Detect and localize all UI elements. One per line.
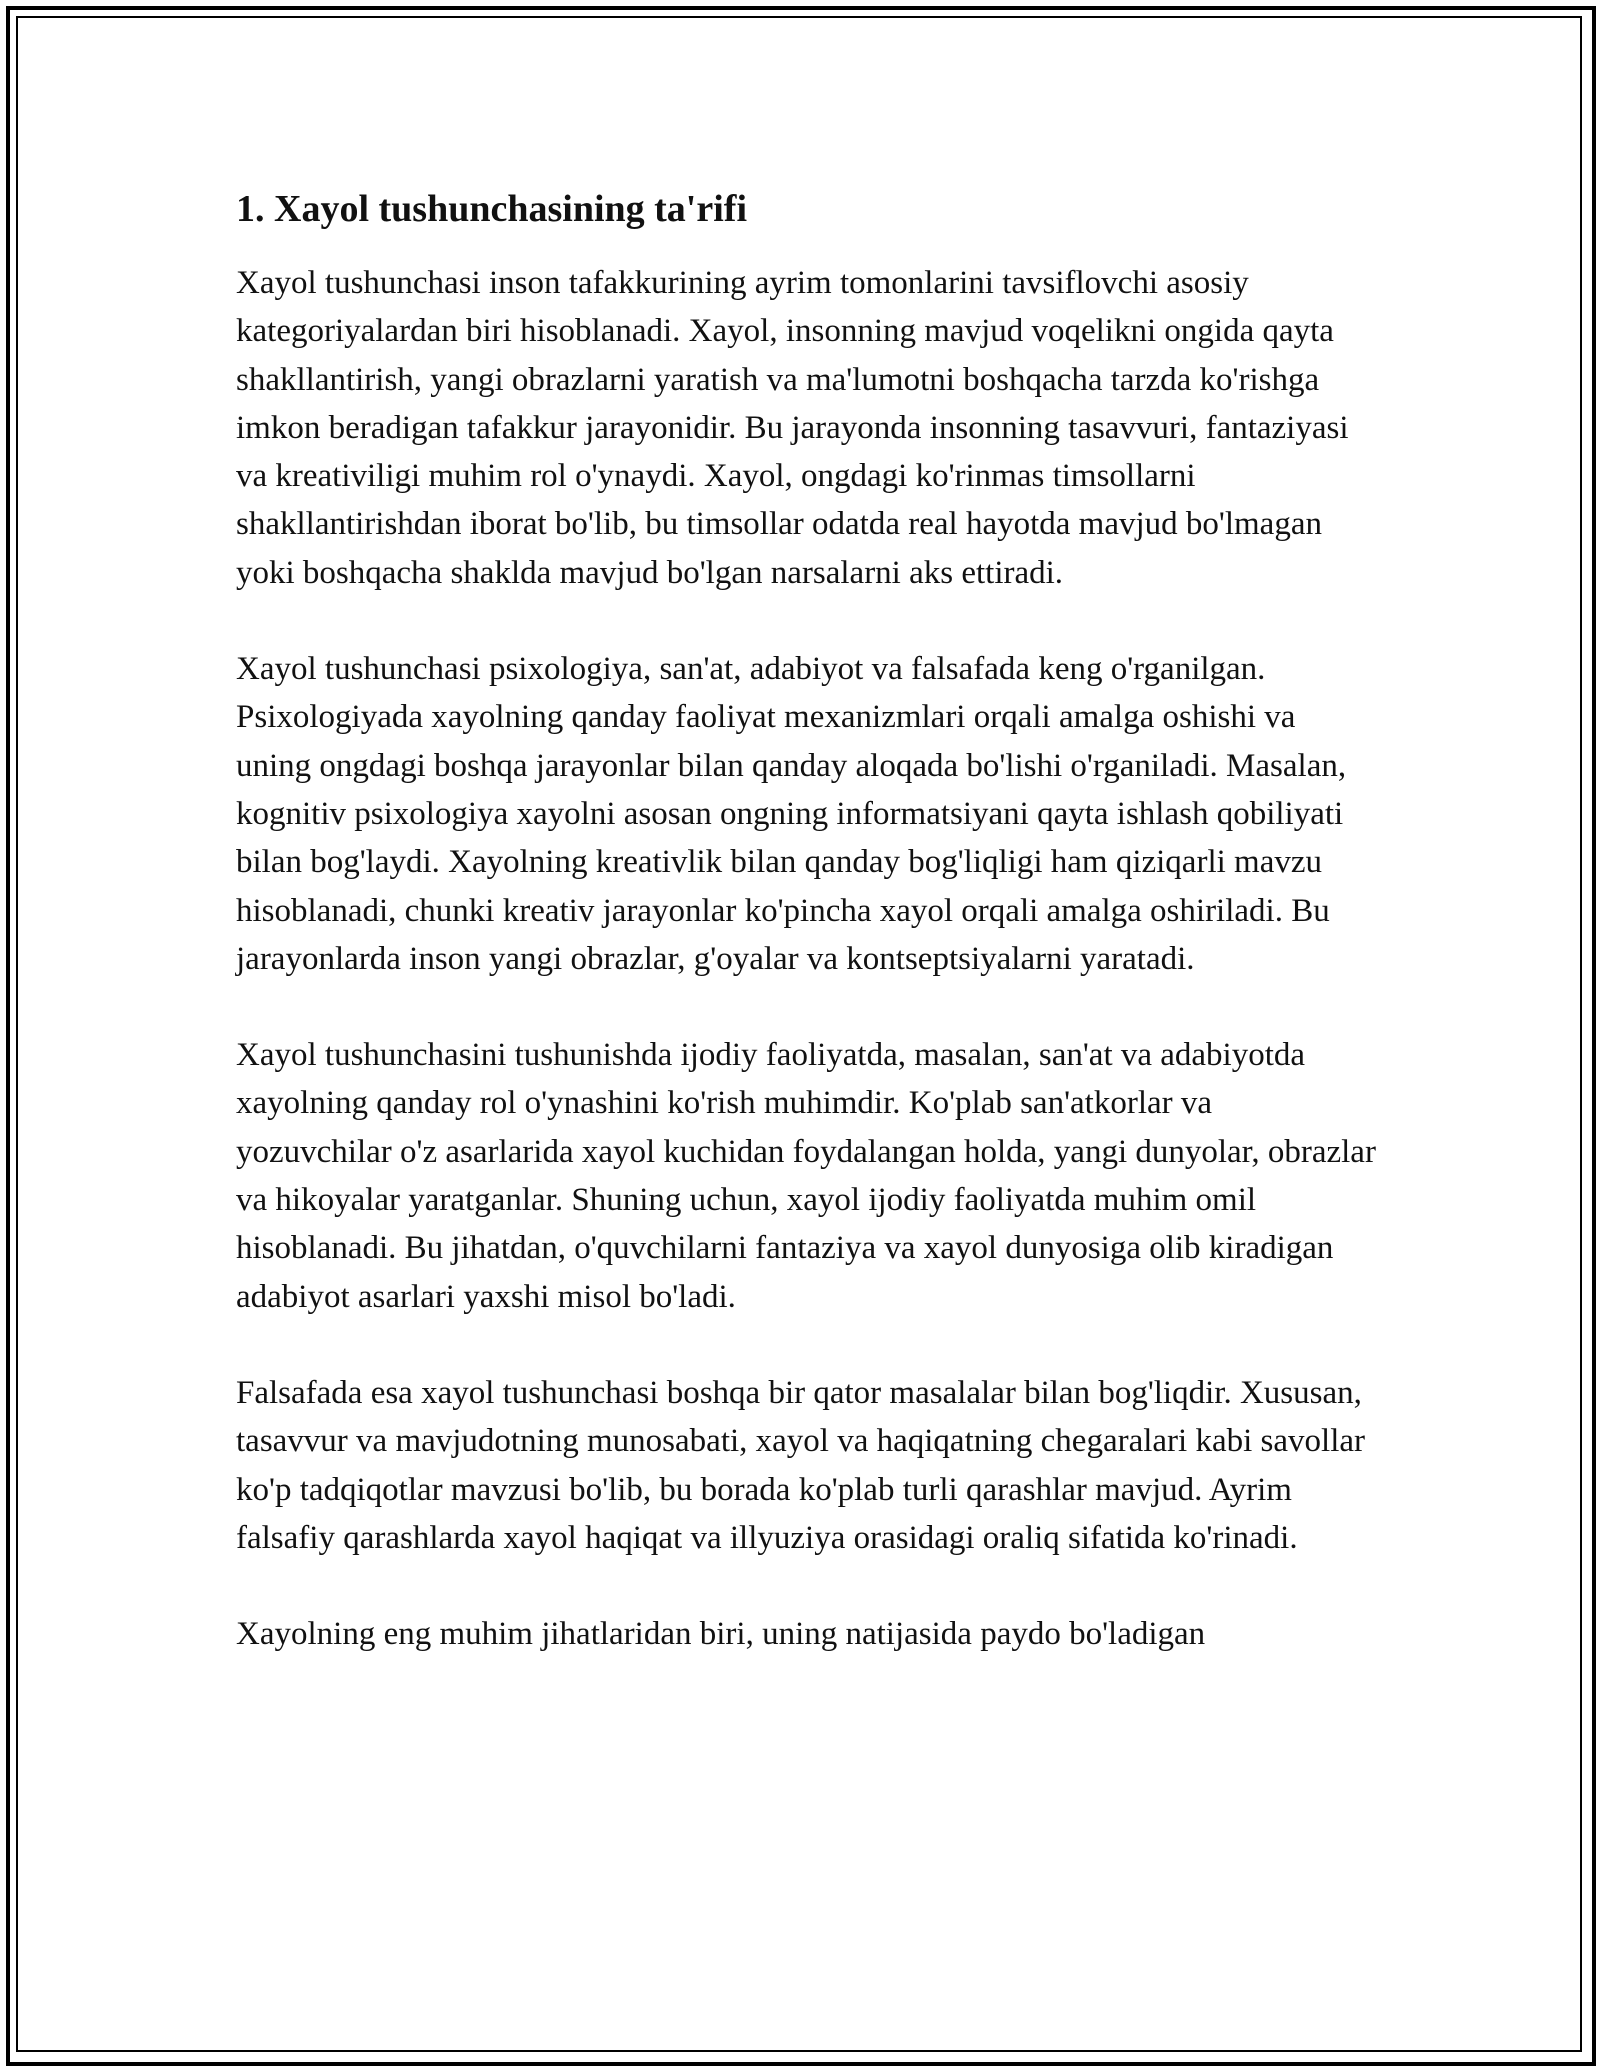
section-heading: 1. Xayol tushunchasining ta'rifi [236, 188, 747, 230]
paragraph-4: Falsafada esa xayol tushunchasi boshqa bir qator masalalar bilan bog'liqdir. Xususan, tasavvur va mavjudotning munosabati, xayol va haqiqatning chegaralari kabi savollar ko'p tadqiqotlar mavzusi bo'lib, bu borada ko'plab turli qarashlar mavjud. Ayrim falsafiy qarashlarda xayol haqiqat va illyuziya orasidagi oraliq sifatida ko'rinadi. [236, 1374, 1365, 1556]
document-body [236, 185, 1376, 1706]
paragraph-3: Xayol tushunchasini tushunishda ijodiy faoliyatda, masalan, san'at va adabiyotda xayolning qanday rol o'ynashini ko'rish muhimdir. Ko'plab san'atkorlar va yozuvchilar o'z asarlarida xayol kuchidan foydalangan holda, yangi dunyolar, obrazlar va hikoyalar yaratganlar. Shuning uchun, xayol ijodiy faoliyatda muhim omil hisoblanadi. Bu jihatdan, o'quvchilarni fantaziya va xayol dunyosiga olib kiradigan adabiyot asarlari yaxshi misol bo'ladi. [236, 1037, 1376, 1315]
paragraph-5: Xayolning eng muhim jihatlaridan biri, uning natijasida paydo bo'ladigan [236, 1616, 1206, 1653]
paragraph-1: Xayol tushunchasi inson tafakkurining ayrim tomonlarini tavsiflovchi asosiy kategoriyalardan biri hisoblanadi. Xayol, insonning mavjud voqelikni ongida qayta shakllantirish, yangi obrazlarni yaratish va ma'lumotni boshqacha tarzda ko'rishga imkon beradigan tafakkur jarayonidir. Bu jarayonda insonning tasavvuri, fantaziyasi va kreativiligi muhim rol o'ynaydi. Xayol, ongdagi ko'rinmas timsollarni shakllantirishdan iborat bo'lib, bu timsollar odatda real hayotda mavjud bo'lmagan yoki boshqacha shaklda mavjud bo'lgan narsalarni aks ettiradi. [236, 265, 1349, 591]
paragraph-2: Xayol tushunchasi psixologiya, san'at, adabiyot va falsafada keng o'rganilgan. Psixologiyada xayolning qanday faoliyat mexanizmlari orqali amalga oshishi va uning ongdagi boshqa jarayonlar bilan qanday aloqada bo'lishi o'rganiladi. Masalan, kognitiv psixologiya xayolni asosan ongning informatsiyani qayta ishlash qobiliyati bilan bog'laydi. Xayolning kreativlik bilan qanday bog'liqligi ham qiziqarli mavzu hisoblanadi, chunki kreativ jarayonlar ko'pincha xayol orqali amalga oshiriladi. Bu jarayonlarda inson yangi obrazlar, g'oyalar va kontseptsiyalarni yaratadi. [236, 651, 1347, 977]
